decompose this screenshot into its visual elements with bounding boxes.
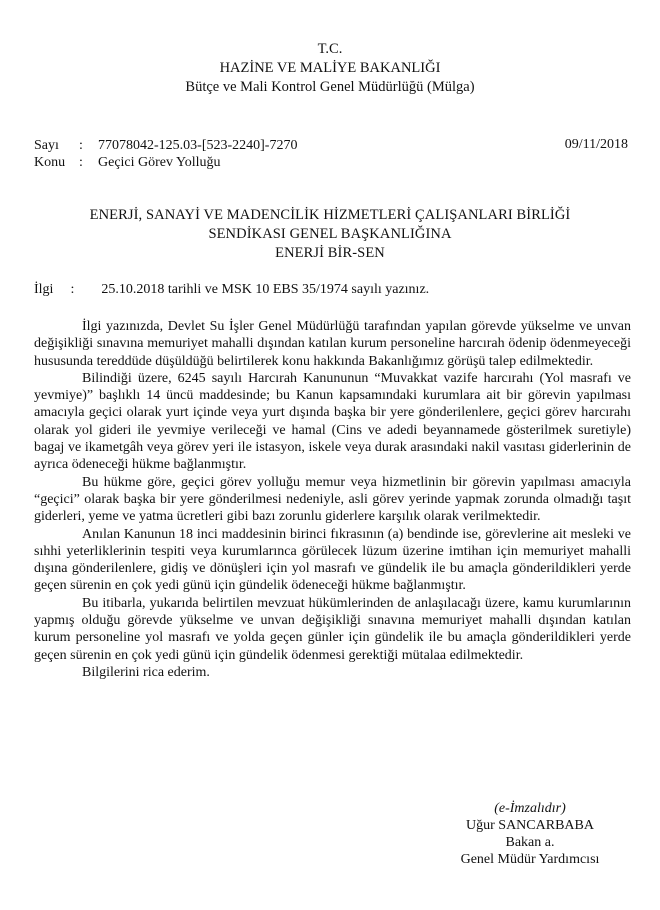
sayi-label: Sayı bbox=[34, 138, 59, 153]
addressee-line-3: ENERJİ BİR-SEN bbox=[275, 245, 385, 261]
document-date: 09/11/2018 bbox=[564, 137, 628, 152]
addressee-line-1: ENERJİ, SANAYİ VE MADENCİLİK HİZMETLERİ ÇALIŞANLARI BİRLİĞİ bbox=[89, 207, 571, 223]
paragraph: Bu hükme göre, geçici görev yolluğu memur veya hizmetlinin bir görevin yapılması amacıyla “geçici” olarak başka bir yere gönderilmesi nedeniyle, asli görev yerinde yapmak zorunda olmadığı taşıt giderleri, yeme ve yatma ücretleri gibi bazı zorunlu giderlere karşılık olarak verilmektedir. bbox=[34, 474, 631, 525]
signatory-authority: Bakan a. bbox=[505, 835, 555, 850]
sayi-sep: : bbox=[79, 138, 83, 153]
header-tc: T.C. bbox=[317, 41, 343, 57]
paragraph: Bilindiği üzere, 6245 sayılı Harcırah Kanununun “Muvakkat vazife harcırahı (Yol masrafı ve yevmiye)” başlıklı 14 üncü maddesinde; bu Kanun kapsamındaki kurumlara ait bir görevin yapılması amacıyla geçici olarak yurt içinde veya yurt dışında başka bir yere gönderilenlere, geçici görev harcırahı olarak yol gideri ile yevmiye verileceği ve hamal (Cins ve adedi beyannamede gösterilmek suretiyle) bagaj ve ikametgâh veya görev yeri ile istasyon, iskele veya durak arasındaki nakil vasıtası giderlerinin de ayrıca ödeneceği hükme bağlanmıştır. bbox=[34, 370, 631, 473]
ilgi-label: İlgi bbox=[34, 282, 54, 297]
paragraph: Bilgilerini rica ederim. bbox=[82, 664, 210, 680]
paragraph: İlgi yazınızda, Devlet Su İşler Genel Müdürlüğü tarafından yapılan görevde yükselme ve unvan değişikliği sınavına memuriyet mahalli dışından katılan kurum personeline harcırah ödenip ödenmeyeceği hususunda tereddüde düşüldüğü belirtilerek konu hakkında Bakanlığımız görüşü talep edilmektedir. bbox=[34, 319, 631, 369]
konu-sep: : bbox=[79, 155, 83, 170]
addressee-line-2: SENDİKASI GENEL BAŞKANLIĞINA bbox=[208, 226, 452, 242]
sayi-value: 77078042-125.03-[523-2240]-7270 bbox=[98, 138, 298, 153]
e-signature-note: (e-İmzalıdır) bbox=[494, 801, 566, 816]
konu-value: Geçici Görev Yolluğu bbox=[98, 155, 221, 170]
konu-label: Konu bbox=[34, 155, 66, 170]
paragraph: Anılan Kanunun 18 inci maddesinin birinci fıkrasının (a) bendinde ise, görevlerine ait mesleki ve sıhhi yeterliklerinin tespiti veya kurumlarınca görülecek lüzum üzerine imtihan için memuriyet mahalli dışına gönderilenlere, gidiş ve dönüşleri için yol masrafı ve gündelik ile bu amaçla gönderildikleri yerde geçen sürenin en çok yedi günü için gündelik ödeneceği hükme bağlanmıştır. bbox=[34, 526, 631, 594]
letter-body bbox=[34, 318, 631, 681]
ilgi-sep: : bbox=[70, 282, 75, 297]
ilgi-value: 25.10.2018 tarihli ve MSK 10 EBS 35/1974 sayılı yazınız. bbox=[101, 282, 430, 297]
header-ministry: HAZİNE VE MALİYE BAKANLIĞI bbox=[219, 60, 441, 76]
paragraph: Bu itibarla, yukarıda belirtilen mevzuat hükümlerinden de anlaşılacağı üzere, kamu kurumlarının yapmış olduğu görevde yükselme ve unvan değişikliği sınavına memuriyet mahalli dışından katılan kurum personeline yol masrafı ve yolda geçen günler için gündelik ile bu amaçla gönderildikleri yerde geçen sürenin en çok yedi günü için gündelik ödenmesi gerektiği mütalaa edilmektedir. bbox=[34, 595, 631, 663]
ilgi-row bbox=[34, 282, 429, 298]
signature-block bbox=[420, 800, 640, 868]
header-directorate: Bütçe ve Mali Kontrol Genel Müdürlüğü (Mülga) bbox=[185, 79, 475, 95]
signatory-name: Uğur SANCARBABA bbox=[466, 818, 594, 833]
signatory-title: Genel Müdür Yardımcısı bbox=[460, 852, 600, 867]
